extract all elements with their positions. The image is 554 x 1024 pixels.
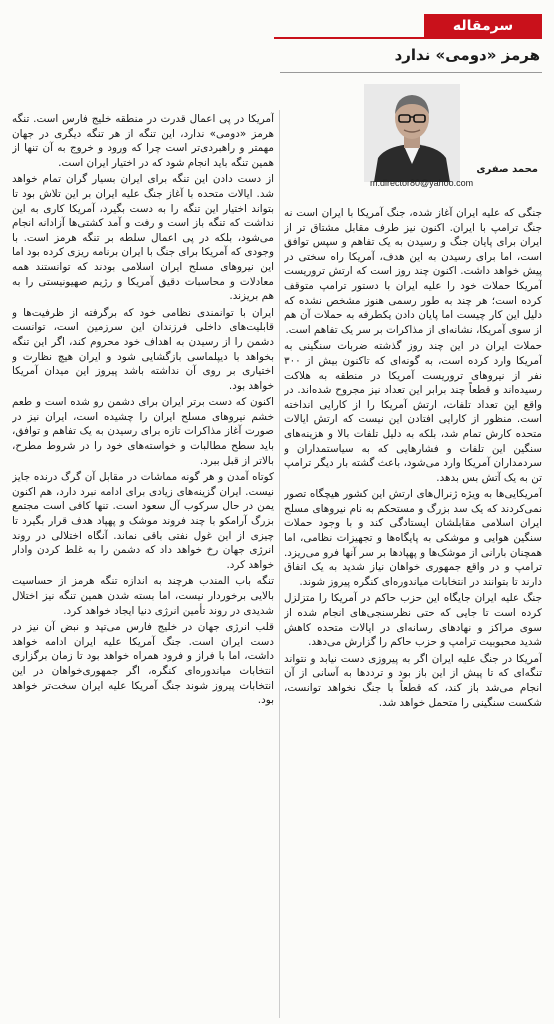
headline-divider bbox=[280, 72, 542, 73]
paragraph: حملات ایران در این چند روز گذشته ضربات سنگینی به آمریکا وارد کرده است، به گونه‌ای که تاکنون بیش از ۳۰۰ نفر از نیروهای تروریست آمریکا در منطقه به هلاکت رسیده‌اند و قطعاً چند برابر این تعداد نیز مجروح شده‌اند. در واقع این تعداد تلفات، ارتش آمریکا را از کارایی انداخته است. منظور از کارایی افتادن این نیست که ارتش ایالات متحده کارش تمام شد، بلکه به دلیل تلفات بالا و هزینه‌های سنگین این تلفات و فشارهایی که به سیاستمداران و سردمداران آمریکا وارد می‌شود، باعث گشته بار دیگر ترامپ تن به یک آتش بس بدهد. bbox=[284, 340, 542, 484]
paragraph: اکنون که دست برتر ایران برای دشمن رو شده است و طعم خشم نیروهای مسلح ایران را چشیده است، ایران نیز در صورت آغاز مذاکرات تازه برای رسیدن به یک تفاهم و توافق، باید سطح مطالبات و خواسته‌های خود را در شروط مطرح، بالاتر از قبل ببرد. bbox=[12, 396, 274, 467]
paragraph: جنگ علیه ایران جایگاه این حزب حاکم در آمریکا را متزلزل کرده است تا جایی که حتی نظرسنجی‌های انجام شده از سوی مراکز و نهادهای رسانه‌ای در ایالات متحده کاهش شدید محبوبیت ترامپ و حزب حاکم را گزارش می‌دهد. bbox=[284, 592, 542, 649]
paragraph: تنگه باب المندب هرچند به اندازه تنگه هرمز از حساسیت بالایی برخوردار نیست، اما بسته شدن همین تنگه نیز اختلال شدیدی در روند تأمین انرژی دنیا ایجاد خواهد کرد. bbox=[12, 575, 274, 617]
paragraph: از دست دادن این تنگه برای ایران بسیار گران تمام خواهد شد. ایالات متحده با آغاز جنگ علیه ایران بر این تلاش بود تا بتواند اختیار این تنگه را به دست بگیرد، آمریکا کاری به این نداشت که تنگه باز است و رفت و آمد کشتی‌ها آزادانه انجام می‌شود، بلکه در پی اعمال سلطه بر تنگه هرمز است. با وجودی که آمریکا برای جنگ با ایران برنامه ریزی کرده بود اما این نیروهای مسلح ایران اسلامی بودند که توانستند همه معادلات و محاسبات دقیق آمریکا و رژیم صهیونیستی را به هم بریزند. bbox=[12, 173, 274, 303]
headline: هرمز «دومی» ندارد bbox=[394, 46, 540, 64]
paragraph: آمریکا در پی اعمال قدرت در منطقه خلیج فارس است. تنگه هرمز «دومی» ندارد، این تنگه از هر تنگه دیگری در جهان مهمتر و راهبردی‌تر است چرا که ورود و خروج به آن تنها از همین تنگه باید انجام شود که در اختیار ایران است. bbox=[12, 113, 274, 169]
paragraph: آمریکا در جنگ علیه ایران اگر به پیروزی دست نیابد و نتواند تنگه‌ای که تا پیش از این باز بود و ترددها به آسانی از آن انجام می‌شد باز کند، که قطعاً با جنگ نخواهد توانست، شکست سنگینی را متحمل خواهد شد. bbox=[284, 652, 542, 709]
paragraph: آمریکایی‌ها به ویژه ژنرال‌های ارتش این کشور هیچگاه تصور نمی‌کردند که یک سد بزرگ و مستحکم به نام نیروهای مسلح ایران اسلامی مقابلشان ایستادگی کند و با وجود حملات سنگین هوایی و موشکی به پایگاه‌ها و تجهیزات نظامی، اما همچنان بارانی از موشک‌ها و پهپادها بر سر آنها فرو می‌ریزد. ترامپ و در واقع جمهوری خواهان نیاز شدید به یک اتفاق دارند تا بتوانند در انتخابات میاندوره‌ای کنگره پیروز شوند. bbox=[284, 488, 542, 588]
paragraph: کوتاه آمدن و هر گونه مماشات در مقابل آن گرگ درنده جایز نیست. ایران گزینه‌های زیادی برای ادامه نبرد دارد، هم اکنون یمن در حال سرکوب آل سعود است. تنها کافی است مجتمع بزرگ آرامکو با چند فروند موشک و پهپاد هدف قرار بگیرد تا چیزی از این غول نفتی باقی نماند. آنگاه اختلالی در روند انرژی جهان رخ خواهد داد که دشمن را به غلط کردن وادار خواهد کرد. bbox=[12, 471, 274, 571]
paragraph: جنگی که علیه ایران آغاز شده، جنگ آمریکا با ایران است نه جنگ ترامپ با ایران. اکنون نیز طرف مقابل مشتاق تر از ایران برای پایان جنگ و رسیدن به یک تفاهم و سپس توافق است، اما برای رسیدن به این هدف، آمریکا راه سختی در پیش خواهد داشت. اکنون چند روز است که ارتش تروریست آمریکا حملات خود را علیه ایران با دستور ترامپ متوقف کرده است؛ هر چند به طور رسمی هنوز مشخص نشده که دلیل این کار چیست اما پایان دادن یکطرفه به حملات آن هم از سوی آمریکا، نشانه‌ای از مذاکرات بر سر یک تفاهم است. bbox=[284, 207, 542, 336]
author-name: محمد صفری bbox=[476, 164, 538, 175]
paragraph: قلب انرژی جهان در خلیج فارس می‌تپد و نبض آن نیز در دست ایران است. جنگ آمریکا علیه ایران ادامه خواهد داشت، اما با فراز و فرود همراه خواهد بود تا زمان برگزاری انتخابات میاندوره‌ای کنگره، اگر جمهوری‌خواهان در این انتخابات پیروز شوند جنگ آمریکا علیه ایران سخت‌تر خواهد بود. bbox=[12, 621, 274, 707]
article-column-right bbox=[284, 206, 542, 1016]
paragraph: ایران با توانمندی نظامی خود که برگرفته از ظرفیت‌ها و قابلیت‌های داخلی فرزندان این سرزمین است، توانست دشمن را از رسیدن به اهداف خود محروم کند، اگر این تنگه بخواهد با دیپلماسی بازگشایی شود و ایران هیچ نظارت و اختیاری بر روی آن نداشته باشد پیروز این میدان آمریکا خواهد بود. bbox=[12, 306, 274, 392]
section-tag: سرمقاله bbox=[424, 14, 542, 38]
author-photo bbox=[364, 84, 460, 182]
author-block bbox=[280, 84, 542, 188]
article-column-left bbox=[12, 112, 274, 1016]
section-rule bbox=[274, 37, 542, 39]
column-gutter bbox=[279, 110, 280, 1018]
author-email[interactable]: m.director80@yahoo.com bbox=[370, 178, 474, 188]
